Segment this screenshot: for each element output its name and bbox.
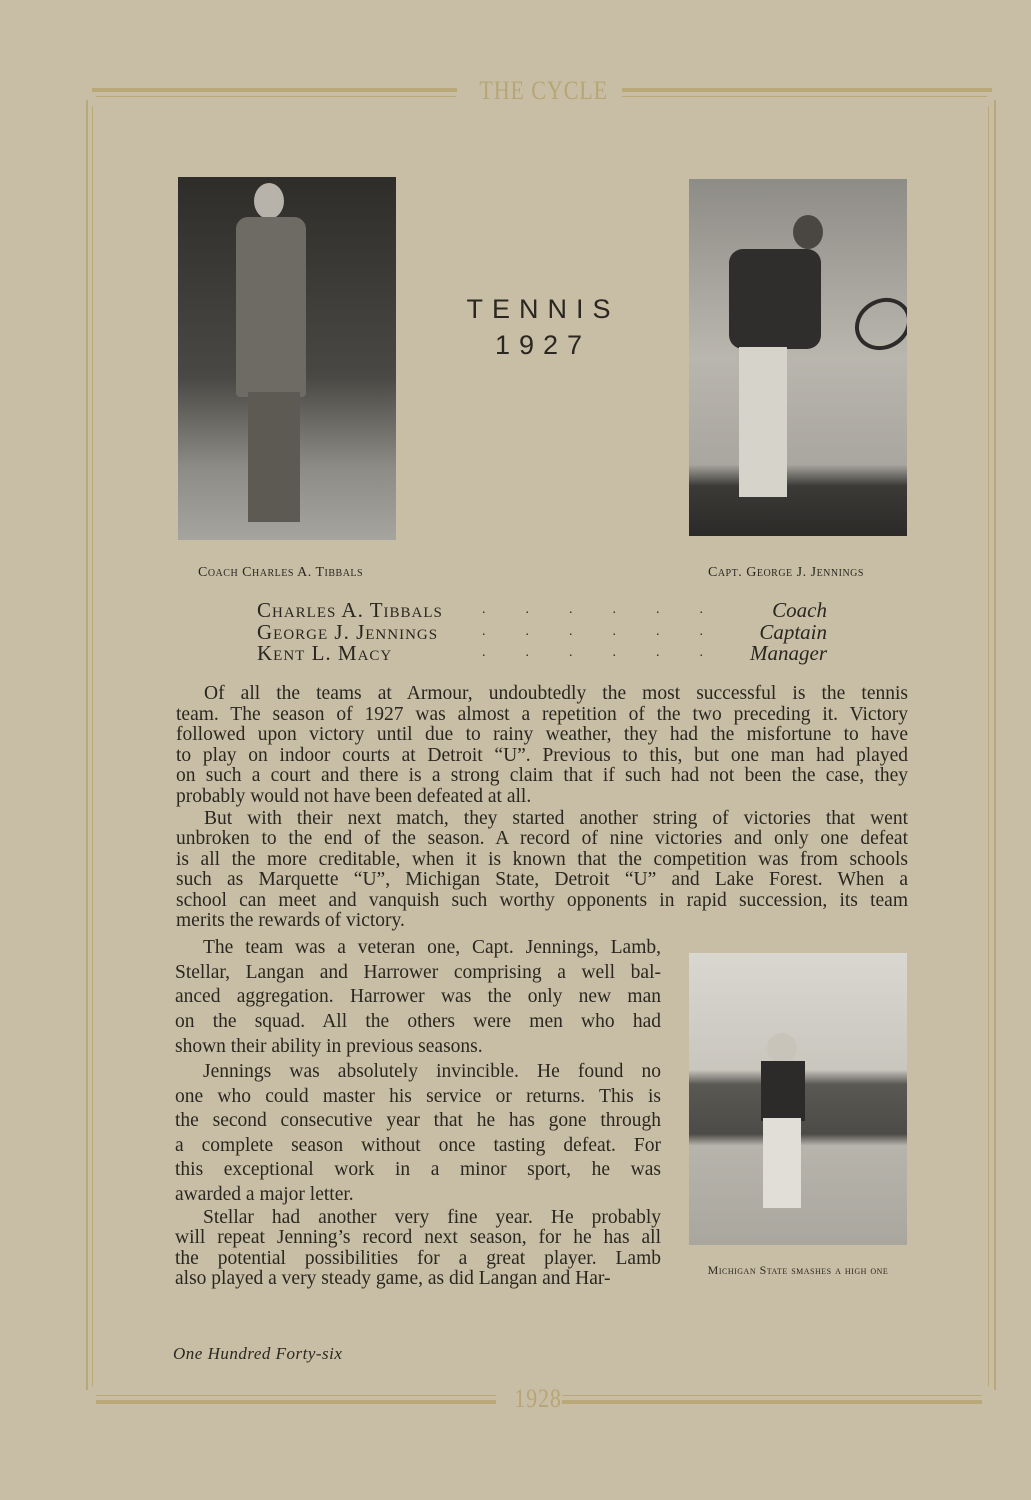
roster-name: Kent L. Macy xyxy=(257,641,393,665)
text-line: Stellar, Langan and Harrower comprising a well bal- xyxy=(175,961,661,983)
text-line: to play on indoor courts at Detroit “U”. Previous to this, but one man had played xyxy=(176,744,908,766)
text-line: school can meet and vanquish such worthy opponents in rapid succession, its team xyxy=(176,889,908,911)
text-line: is all the more creditable, when it is known that the competition was from schools xyxy=(176,848,908,870)
leader-dots: ...... xyxy=(482,602,743,617)
page-number-label: One Hundred Forty-six xyxy=(173,1344,343,1363)
text-line: The team was a veteran one, Capt. Jennings, Lamb, xyxy=(203,937,661,958)
coach-photo-caption: Coach Charles A. Tibbals xyxy=(198,565,364,580)
text-line: unbroken to the end of the season. A record of nine victories and only one defeat xyxy=(176,828,908,850)
page-title: TENNIS xyxy=(466,294,620,324)
text-line: a complete season without once tasting defeat. For xyxy=(175,1134,661,1156)
text-line: probably would not have been defeated at all. xyxy=(176,786,532,807)
leader-dots: ...... xyxy=(482,623,743,639)
text-line: will repeat Jenning’s record next season, for he has all xyxy=(175,1227,661,1249)
text-line: such as Marquette “U”, Michigan State, Detroit “U” and Lake Forest. When a xyxy=(176,869,908,891)
text-line: on such a court and there is a strong claim that if such had not been the case, they xyxy=(176,765,908,787)
text-line: the potential possibilities for a great player. Lamb xyxy=(175,1247,661,1269)
text-line: Of all the teams at Armour, undoubtedly the most successful is the tennis xyxy=(204,683,908,704)
roster-row xyxy=(257,641,827,663)
page-title-year: 1927 xyxy=(494,330,592,360)
running-title: THE CYCLE xyxy=(479,76,608,105)
roster-role: Coach xyxy=(772,598,827,622)
leader-dots: ...... xyxy=(482,645,743,660)
text-line: followed upon victory until due to rainy weather, they had the misfortune to have xyxy=(176,724,908,746)
text-line: Stellar had another very fine year. He probably xyxy=(203,1207,661,1228)
captain-photo-caption: Capt. George J. Jennings xyxy=(708,565,864,580)
text-line: But with their next match, they started another string of victories that went xyxy=(204,808,908,829)
roster-row xyxy=(257,620,827,642)
text-line: one who could master his service or returns. This is xyxy=(175,1085,661,1107)
roster-role: Captain xyxy=(759,619,827,644)
text-line: merits the rewards of victory. xyxy=(176,910,405,931)
text-line: shown their ability in previous seasons. xyxy=(175,1035,483,1057)
action-photo xyxy=(689,953,907,1245)
roster-name: George J. Jennings xyxy=(257,619,439,644)
text-line: team. The season of 1927 was almost a repetition of the two preceding it. Victory xyxy=(176,703,908,725)
text-line: the second consecutive year that he has gone through xyxy=(175,1110,661,1131)
running-year: 1928 xyxy=(514,1384,562,1413)
action-photo-caption: Michigan State smashes a high one xyxy=(707,1263,889,1277)
text-line: also played a very steady game, as did Langan and Har- xyxy=(175,1268,611,1290)
text-line: Jennings was absolutely invincible. He found no xyxy=(203,1061,661,1082)
text-line: this exceptional work in a minor sport, he was xyxy=(175,1159,661,1180)
coach-photo xyxy=(178,177,396,540)
roster-row xyxy=(257,598,827,620)
captain-photo xyxy=(689,179,907,536)
text-line: anced aggregation. Harrower was the only new man xyxy=(175,986,661,1008)
text-line: on the squad. All the others were men who had xyxy=(175,1011,661,1033)
text-line: awarded a major letter. xyxy=(175,1183,354,1205)
roster-name: Charles A. Tibbals xyxy=(257,598,443,622)
roster-role: Manager xyxy=(750,641,827,665)
